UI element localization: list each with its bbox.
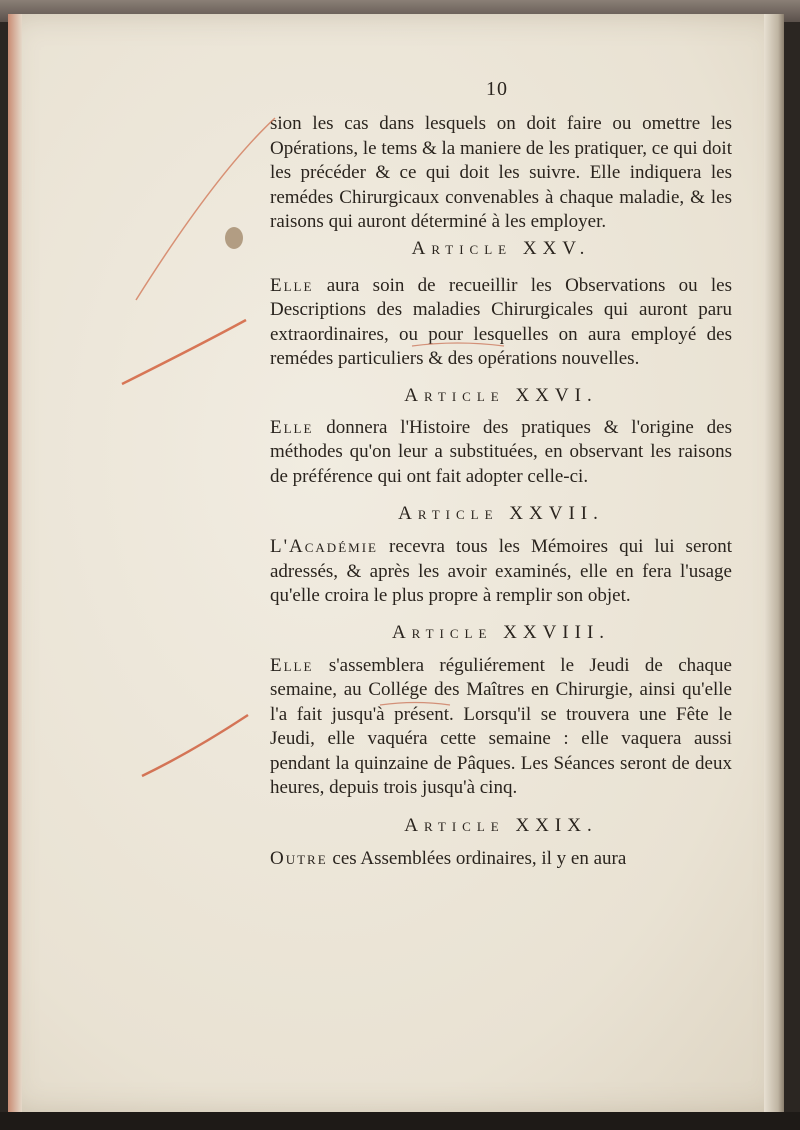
paragraph-article-26 <box>270 416 732 490</box>
paragraph-lead-word: Elle <box>270 274 314 296</box>
paragraph-lead-word: Outre <box>270 847 328 869</box>
paragraph-text: ces Assemblées ordinaires, il y en aura <box>327 847 627 869</box>
paragraph-article-29 <box>270 847 732 872</box>
heading-article-25: Article XXV. <box>411 237 591 259</box>
page-fore-edge <box>764 14 784 1114</box>
heading-article-26: Article XXVI. <box>404 384 598 406</box>
page-number: 10 <box>486 78 508 100</box>
paragraph-text: recevra tous les Mémoires qui lui seront adressés, & après les avoir examinés, elle en fera l'usage qu'elle croira le plus propre à remplir son objet. <box>270 536 732 606</box>
paragraph-lead-word: Elle <box>270 416 314 438</box>
paragraph-text: s'assemblera réguliérement le Jeudi de chaque semaine, au Collége des Maîtres en Chirurgie, ainsi qu'elle l'a fait jusqu'à présent. Lorsqu'il se trouvera une Fête le Jeudi, elle vaquéra cette semaine : elle vaquera aussi pendant la quinzaine de Pâques. Les Séances seront de deux heures, depuis trois jusqu'à cinq. <box>270 654 732 798</box>
book-bottom-edge <box>0 1112 800 1130</box>
paragraph-article-25 <box>270 274 732 372</box>
heading-article-27: Article XXVII. <box>398 503 604 524</box>
paragraph-continued: sion les cas dans lesquels on doit faire ou omettre les Opérations, le tems & la maniere de les pratiquer, ce qui doit les précéder & ce qui doit les suivre. Elle indiquera les remédes Chirurgicaux convenables à chaque maladie, & les raisons qui auront déterminé à les employer. <box>270 113 732 232</box>
heading-article-29: Article XXIX. <box>404 814 598 836</box>
paragraph-text: aura soin de recueillir les Observations ou les Descriptions des maladies Chirurgicales qui auront paru extraordinaires, ou pour lesquelles on aura employé des remédes particuliers & des opérations nouvelles. <box>270 274 732 369</box>
heading-article-28: Article XXVIII. <box>391 621 611 643</box>
paragraph-text: donnera l'Histoire des pratiques & l'origine des méthodes qu'on leur a substituées, en observant les raisons de préférence qui ont fait adopter celle-ci. <box>270 416 732 487</box>
page-gutter <box>8 14 22 1114</box>
paragraph-lead-word: L'Académie <box>270 536 378 557</box>
paragraph-article-27 <box>270 535 732 609</box>
paragraph-lead-word: Elle <box>270 654 314 676</box>
body-text <box>270 112 732 871</box>
paragraph-article-28 <box>270 654 732 801</box>
